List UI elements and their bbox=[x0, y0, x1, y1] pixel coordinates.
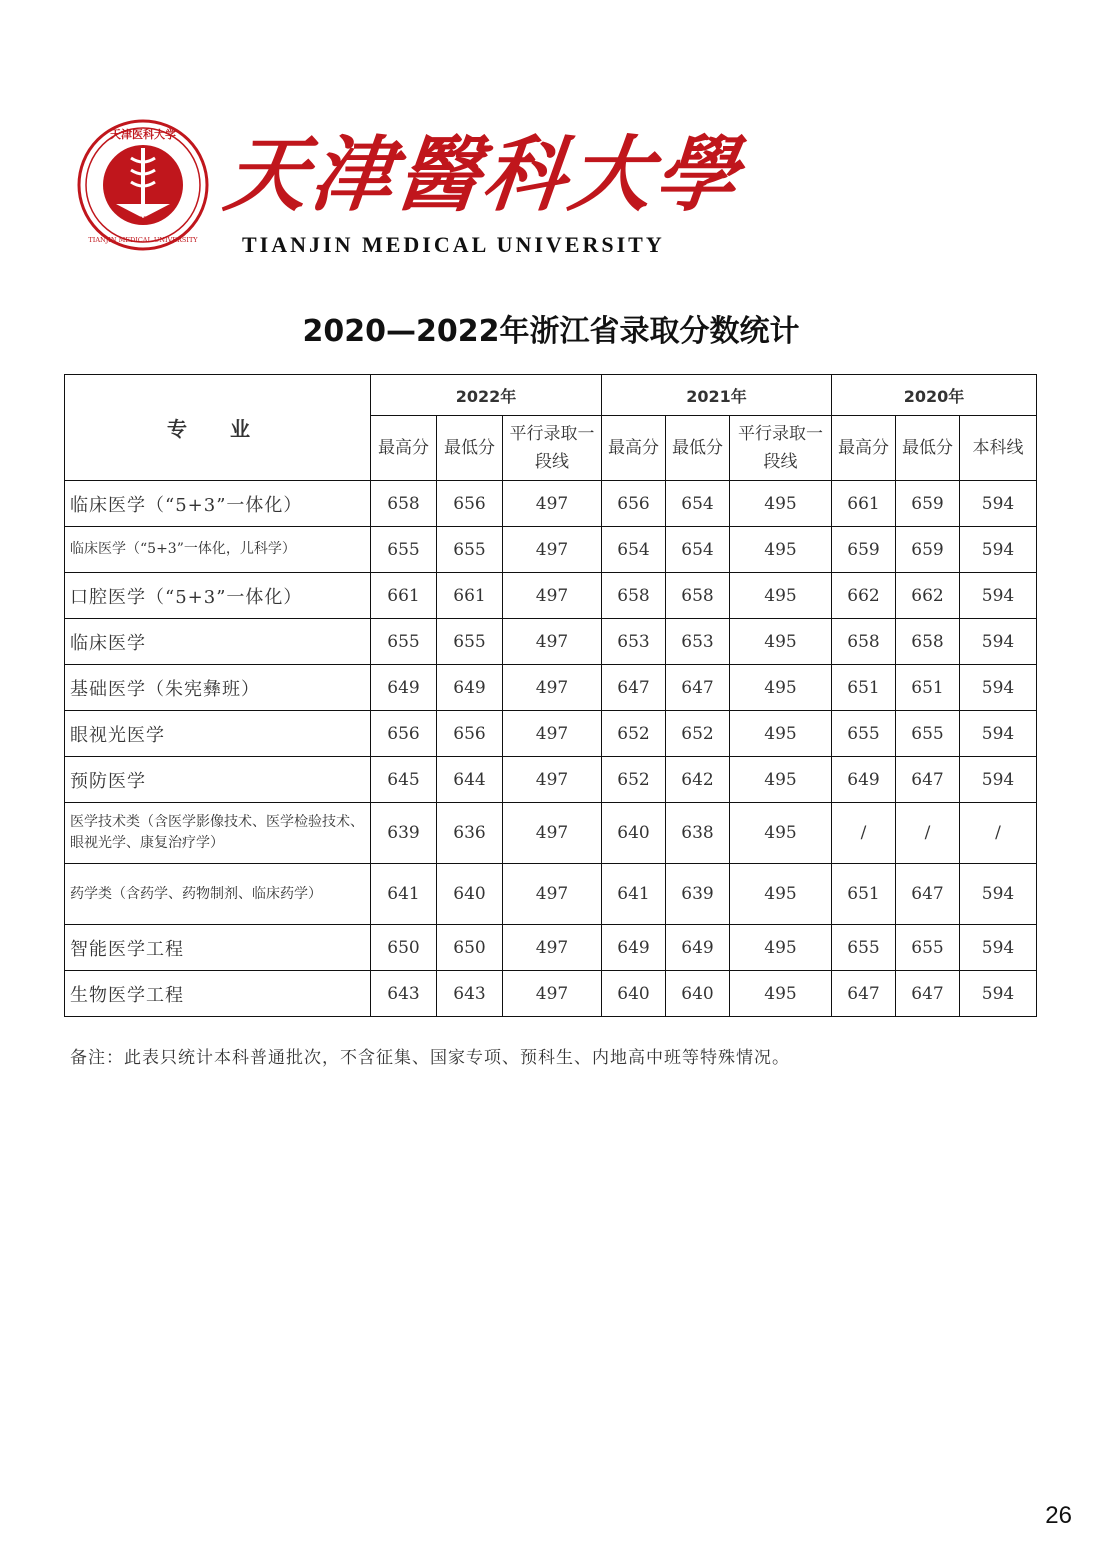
score-cell: 658 bbox=[832, 619, 896, 665]
major-cell: 眼视光医学 bbox=[65, 711, 371, 757]
score-cell: 654 bbox=[666, 527, 730, 573]
score-cell: 661 bbox=[832, 481, 896, 527]
score-cell: 497 bbox=[503, 864, 602, 925]
major-cell: 医学技术类（含医学影像技术、医学检验技术、眼视光学、康复治疗学） bbox=[65, 803, 371, 864]
score-cell: 643 bbox=[371, 971, 437, 1017]
score-cell: 647 bbox=[896, 971, 960, 1017]
score-cell: 497 bbox=[503, 573, 602, 619]
score-cell: 640 bbox=[602, 971, 666, 1017]
table-row bbox=[65, 619, 1037, 665]
university-name-cn: 天津醫科大學 bbox=[220, 127, 747, 223]
column-header: 最高分 bbox=[602, 416, 666, 481]
table-row bbox=[65, 665, 1037, 711]
table-row bbox=[65, 527, 1037, 573]
score-cell: 497 bbox=[503, 619, 602, 665]
score-cell: 662 bbox=[896, 573, 960, 619]
score-cell: 594 bbox=[960, 573, 1037, 619]
table-row bbox=[65, 711, 1037, 757]
score-cell: 495 bbox=[730, 481, 832, 527]
admission-scores-table bbox=[64, 374, 1037, 1017]
svg-text:1951: 1951 bbox=[134, 216, 152, 224]
score-cell: 655 bbox=[371, 527, 437, 573]
table-row bbox=[65, 864, 1037, 925]
score-cell: 658 bbox=[666, 573, 730, 619]
university-name-en: TIANJIN MEDICAL UNIVERSITY bbox=[242, 232, 665, 257]
score-cell: 655 bbox=[437, 619, 503, 665]
score-cell: 497 bbox=[503, 971, 602, 1017]
score-cell: 659 bbox=[896, 527, 960, 573]
score-cell: 497 bbox=[503, 757, 602, 803]
score-cell: 656 bbox=[437, 481, 503, 527]
score-cell: 497 bbox=[503, 711, 602, 757]
score-cell: 639 bbox=[371, 803, 437, 864]
major-cell: 预防医学 bbox=[65, 757, 371, 803]
score-cell: 649 bbox=[666, 925, 730, 971]
score-cell: 647 bbox=[832, 971, 896, 1017]
score-cell: 655 bbox=[371, 619, 437, 665]
table-row bbox=[65, 803, 1037, 864]
score-cell: 594 bbox=[960, 527, 1037, 573]
score-cell: / bbox=[896, 803, 960, 864]
major-cell: 智能医学工程 bbox=[65, 925, 371, 971]
score-cell: 641 bbox=[602, 864, 666, 925]
score-cell: 594 bbox=[960, 971, 1037, 1017]
university-header bbox=[76, 110, 747, 270]
score-cell: 495 bbox=[730, 573, 832, 619]
score-cell: 655 bbox=[896, 711, 960, 757]
svg-text:TIANJIN MEDICAL UNIVERSITY: TIANJIN MEDICAL UNIVERSITY bbox=[88, 236, 198, 244]
score-cell: 649 bbox=[602, 925, 666, 971]
score-cell: 495 bbox=[730, 665, 832, 711]
score-cell: 647 bbox=[602, 665, 666, 711]
year-header: 2022年 bbox=[371, 375, 602, 416]
score-cell: 497 bbox=[503, 803, 602, 864]
score-cell: 655 bbox=[832, 925, 896, 971]
score-cell: 655 bbox=[896, 925, 960, 971]
score-cell: 497 bbox=[503, 527, 602, 573]
column-header: 最高分 bbox=[832, 416, 896, 481]
score-cell: 654 bbox=[602, 527, 666, 573]
score-cell: 647 bbox=[896, 864, 960, 925]
score-cell: 649 bbox=[832, 757, 896, 803]
score-cell: 661 bbox=[437, 573, 503, 619]
score-cell: 658 bbox=[371, 481, 437, 527]
score-cell: 652 bbox=[602, 757, 666, 803]
score-cell: 651 bbox=[896, 665, 960, 711]
score-cell: 647 bbox=[896, 757, 960, 803]
score-cell: 659 bbox=[896, 481, 960, 527]
score-cell: 495 bbox=[730, 864, 832, 925]
score-cell: 495 bbox=[730, 971, 832, 1017]
score-cell: 594 bbox=[960, 665, 1037, 711]
table-row bbox=[65, 573, 1037, 619]
score-cell: 650 bbox=[371, 925, 437, 971]
score-cell: 644 bbox=[437, 757, 503, 803]
score-cell: 638 bbox=[666, 803, 730, 864]
score-cell: 639 bbox=[666, 864, 730, 925]
table-row bbox=[65, 925, 1037, 971]
column-header: 平行录取一段线 bbox=[730, 416, 832, 481]
score-cell: 594 bbox=[960, 757, 1037, 803]
score-cell: 636 bbox=[437, 803, 503, 864]
score-cell: 643 bbox=[437, 971, 503, 1017]
score-cell: 641 bbox=[371, 864, 437, 925]
column-header: 平行录取一段线 bbox=[503, 416, 602, 481]
major-cell: 临床医学（“5+3”一体化，儿科学） bbox=[65, 527, 371, 573]
column-header: 最低分 bbox=[896, 416, 960, 481]
score-cell: 497 bbox=[503, 925, 602, 971]
score-cell: 497 bbox=[503, 481, 602, 527]
score-cell: 662 bbox=[832, 573, 896, 619]
score-cell: 656 bbox=[371, 711, 437, 757]
score-cell: 656 bbox=[437, 711, 503, 757]
major-column-header: 专 业 bbox=[65, 375, 371, 481]
year-header: 2020年 bbox=[832, 375, 1037, 416]
score-cell: 655 bbox=[437, 527, 503, 573]
page-number: 26 bbox=[1045, 1502, 1072, 1529]
svg-text:天津医科大学: 天津医科大学 bbox=[110, 128, 176, 141]
score-cell: 649 bbox=[371, 665, 437, 711]
table-row bbox=[65, 757, 1037, 803]
score-cell: 658 bbox=[896, 619, 960, 665]
score-cell: 594 bbox=[960, 864, 1037, 925]
score-cell: 594 bbox=[960, 619, 1037, 665]
score-cell: 652 bbox=[666, 711, 730, 757]
score-cell: 495 bbox=[730, 619, 832, 665]
score-cell: 642 bbox=[666, 757, 730, 803]
score-cell: 594 bbox=[960, 711, 1037, 757]
score-cell: 652 bbox=[602, 711, 666, 757]
score-cell: 651 bbox=[832, 864, 896, 925]
score-cell: 653 bbox=[666, 619, 730, 665]
score-cell: 495 bbox=[730, 757, 832, 803]
score-cell: 495 bbox=[730, 711, 832, 757]
score-cell: 495 bbox=[730, 925, 832, 971]
score-cell: 655 bbox=[832, 711, 896, 757]
score-cell: 640 bbox=[437, 864, 503, 925]
score-cell: 651 bbox=[832, 665, 896, 711]
score-cell: 658 bbox=[602, 573, 666, 619]
column-header: 最低分 bbox=[437, 416, 503, 481]
score-cell: 654 bbox=[666, 481, 730, 527]
score-cell: 495 bbox=[730, 803, 832, 864]
major-cell: 基础医学（朱宪彝班） bbox=[65, 665, 371, 711]
score-cell: 650 bbox=[437, 925, 503, 971]
major-cell: 临床医学（“5+3”一体化） bbox=[65, 481, 371, 527]
table-row bbox=[65, 971, 1037, 1017]
score-cell: 594 bbox=[960, 925, 1037, 971]
score-cell: 647 bbox=[666, 665, 730, 711]
score-cell: 497 bbox=[503, 665, 602, 711]
column-header: 最低分 bbox=[666, 416, 730, 481]
score-cell: 649 bbox=[437, 665, 503, 711]
score-cell: 659 bbox=[832, 527, 896, 573]
score-cell: 594 bbox=[960, 481, 1037, 527]
table-row bbox=[65, 481, 1037, 527]
year-header: 2021年 bbox=[602, 375, 832, 416]
university-seal-logo bbox=[76, 118, 210, 252]
score-cell: 653 bbox=[602, 619, 666, 665]
major-cell: 临床医学 bbox=[65, 619, 371, 665]
score-cell: 656 bbox=[602, 481, 666, 527]
column-header: 本科线 bbox=[960, 416, 1037, 481]
major-cell: 生物医学工程 bbox=[65, 971, 371, 1017]
column-header: 最高分 bbox=[371, 416, 437, 481]
footnote: 备注：此表只统计本科普通批次，不含征集、国家专项、预科生、内地高中班等特殊情况。 bbox=[70, 1048, 790, 1068]
score-cell: 661 bbox=[371, 573, 437, 619]
score-cell: 645 bbox=[371, 757, 437, 803]
score-cell: / bbox=[960, 803, 1037, 864]
score-cell: / bbox=[832, 803, 896, 864]
score-cell: 495 bbox=[730, 527, 832, 573]
page-title: 2020—2022年浙江省录取分数统计 bbox=[302, 314, 800, 349]
score-cell: 640 bbox=[602, 803, 666, 864]
major-cell: 药学类（含药学、药物制剂、临床药学） bbox=[65, 864, 371, 925]
score-cell: 640 bbox=[666, 971, 730, 1017]
major-cell: 口腔医学（“5+3”一体化） bbox=[65, 573, 371, 619]
